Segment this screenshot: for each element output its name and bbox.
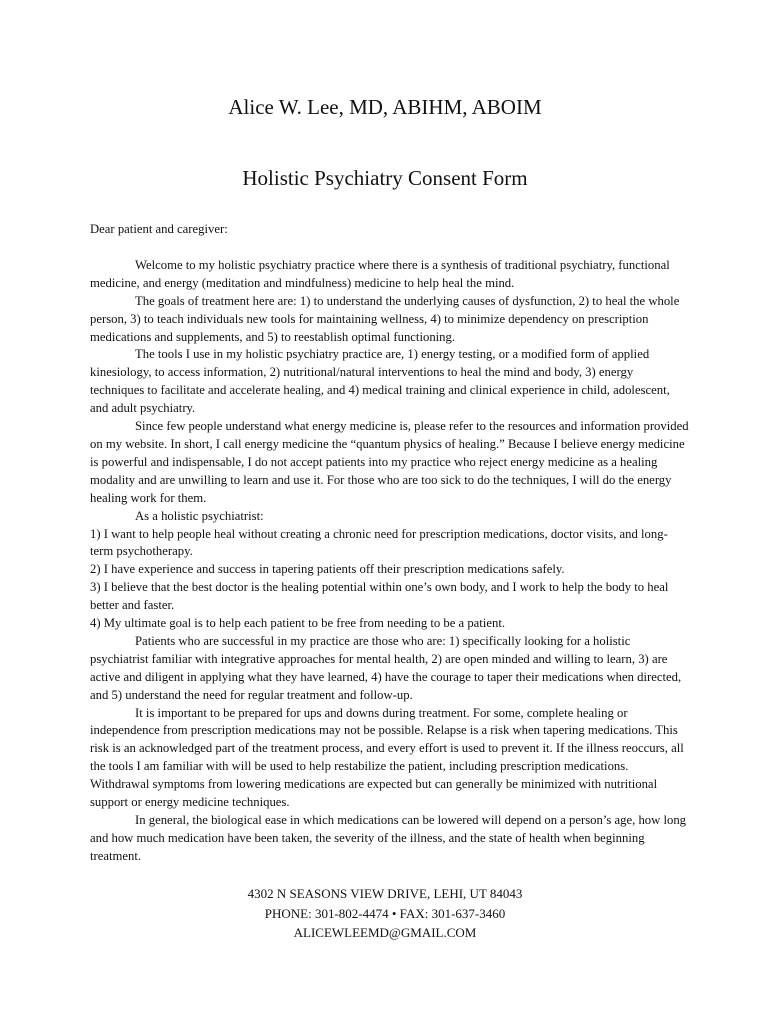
contact-footer: [0, 884, 770, 943]
salutation: Dear patient and caregiver:: [90, 222, 228, 236]
footer-address: 4302 N SEASONS VIEW DRIVE, LEHI, UT 84043: [247, 886, 523, 901]
footer-phone-fax: PHONE: 301-802-4474 • FAX: 301-637-3460: [264, 905, 506, 921]
paragraph-ups-and-downs: It is important to be prepared for ups and downs during treatment. For some, complete healing or independence from prescription medications may not be possible. Relapse is a risk when tapering medications. This risk is an acknowledged part of the treatment process, and every effort is used to prevent it. If the illness reoccurs, all the tools I am familiar with will be used to help restabilize the patient, including prescription medications. Withdrawal symptoms from lowering medications are expected but can generally be minimized with nutritional support or energy medicine techniques.: [90, 705, 684, 810]
paragraph-tools: The tools I use in my holistic psychiatry practice are, 1) energy testing, or a modified form of applied kinesiology, to access information, 2) nutritional/natural interventions to heal the mind and body, 3) energy techniques to facilitate and accelerate healing, and 4) medical training and clinical experience in child, adolescent, and adult psychiatry.: [90, 347, 670, 416]
paragraph-energy-medicine: Since few people understand what energy medicine is, please refer to the resources and information provided on my website. In short, I call energy medicine the “quantum physics of healing.” Because I believe energy medicine is powerful and indispensable, I do not accept patients into my practice who reject energy medicine as a healing modality and are unwilling to learn and use it. For those who are too sick to do the techniques, I will do the energy healing work for them.: [90, 419, 689, 505]
paragraph-successful-patients: Patients who are successful in my practice are those who are: 1) specifically looking for a holistic psychiatrist familiar with integrative approaches for mental health, 2) are open minded and willing to learn, 3) are active and diligent in applying what they have learned, 4) have the courage to taper their medications when directed, and 5) understand the need for regular treatment and follow-up.: [90, 633, 682, 702]
paragraph-goals: The goals of treatment here are: 1) to understand the underlying causes of dysfunction, 2) to heal the whole person, 3) to teach individuals new tools for maintaining wellness, 4) to minimize dependency on prescription medications and supplements, and 5) to reestablish optimal functioning.: [90, 293, 680, 344]
list-item: 1) I want to help people heal without creating a chronic need for prescription medications, doctor visits, and long-term psychotherapy.: [90, 526, 668, 559]
list-item: 2) I have experience and success in tapering patients off their prescription medications safely.: [90, 562, 565, 577]
paragraph-as-psychiatrist: As a holistic psychiatrist:: [135, 508, 264, 523]
paragraph-in-general: In general, the biological ease in which medications can be lowered will depend on a person’s age, how long and how much medication have been taken, the severity of the illness, and the state of health when beginning treatment.: [90, 813, 687, 863]
list-item: 3) I believe that the best doctor is the healing potential within one’s own body, and I work to help the body to heal better and faster.: [90, 580, 669, 613]
footer-email: ALICEWLEEMD@GMAIL.COM: [293, 925, 477, 940]
paragraph-welcome: Welcome to my holistic psychiatry practice where there is a synthesis of traditional psychiatry, functional medicine, and energy (meditation and mindfulness) medicine to help heal the mind.: [90, 257, 670, 290]
letter-body: [90, 221, 690, 866]
form-title: Holistic Psychiatry Consent Form: [242, 166, 528, 190]
list-item: 4) My ultimate goal is to help each patient to be free from needing to be a patient.: [90, 616, 506, 631]
doctor-name-heading: Alice W. Lee, MD, ABIHM, ABOIM: [228, 95, 542, 119]
